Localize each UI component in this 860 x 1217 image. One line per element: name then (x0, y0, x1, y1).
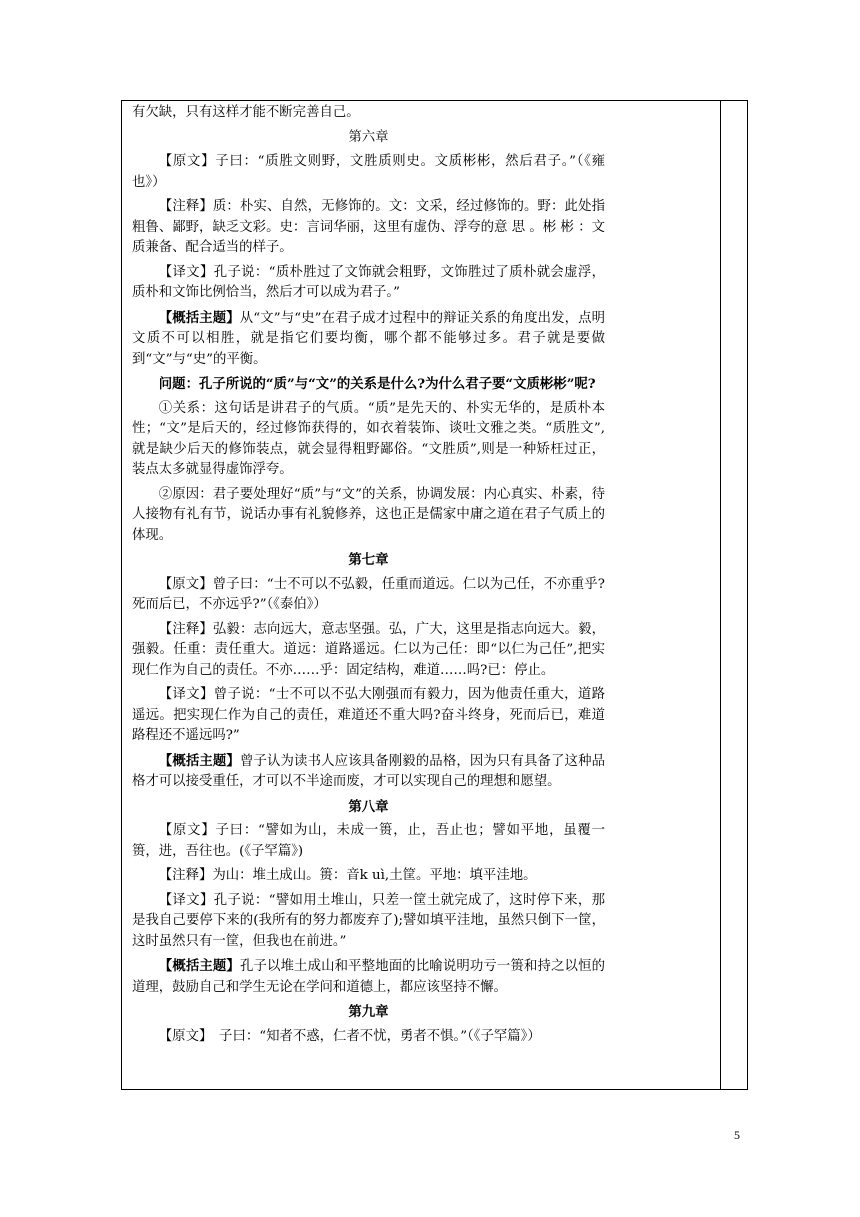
ch8-translation: 【译文】孔子说：“譬如用土堆山，只差一筐土就完成了，这时停下来，那是我自己要停下来的(我所有的努力都废弃了);譬如填平洼地，虽然只倒下一筐，这时虽然只有一筐，但我也在前进。” (132, 892, 605, 949)
ch7-original: 【原文】曾子曰：“士不可以不弘毅，任重而道远。仁以为己任，不亦重乎?死而后已，不亦远乎?”（《泰伯》） (132, 576, 605, 612)
summary-label: 【概括主题】 (158, 958, 240, 974)
ch8-summary (132, 956, 605, 998)
summary-label: 【概括主题】 (158, 752, 240, 769)
ch9-original: 【原文】 子曰：“知者不惑，仁者不忧，勇者不惧。”（《子罕篇》） (158, 1028, 541, 1044)
ch6-answer-2: ②原因：君子要处理好“质”与“文”的关系，协调发展：内心真实、朴素，待人接物有礼有节，说话办事有礼貌修养，这也正是儒家中庸之道在君子气质上的体现。 (132, 486, 605, 543)
summary-text: 孔子以堆土成山和平整地面的比喻说明功亏一篑和持之以恒的道理，鼓励自己和学生无论在学问和道德上，都应该坚持不懈。 (132, 959, 606, 995)
lesson-table (121, 100, 748, 1090)
ch8-notes: 【注释】为山：堆土成山。篑：音k uì,土筐。平地：填平洼地。 (158, 868, 537, 883)
text-column (132, 103, 605, 1051)
ch6-summary (132, 308, 605, 371)
column-divider (720, 100, 721, 1090)
chapter-heading-6: 第六章 (348, 129, 389, 145)
ch6-translation: 【译文】孔子说：“质朴胜过了文饰就会粗野，文饰胜过了质朴就会虚浮，质朴和文饰比例恰当，然后才可以成为君子。” (132, 264, 605, 300)
ch6-original: 【原文】子曰：“质胜文则野，文胜质则史。文质彬彬，然后君子。”（《雍也》） (132, 154, 605, 190)
page-number: 5 (734, 1128, 740, 1142)
summary-text: 曾子认为读书人应该具备刚毅的品格，因为只有具备了这种品格才可以接受重任，才可以不半途而废，才可以实现自己的理想和愿望。 (132, 753, 606, 789)
ch6-question: 问题：孔子所说的“质”与“文”的关系是什么?为什么君子要“文质彬彬”呢? (158, 376, 596, 392)
ch6-answer-1: ①关系：这句话是讲君子的气质。“质”是先天的、朴实无华的，是质朴本性；“文”是后天的，经过修饰获得的，如衣着装饰、谈吐文雅之类。“质胜文”,就是缺少后天的修饰装点，就会显得粗野鄙俗。“文胜质”,则是一种矫枉过正，装点太多就显得虚饰浮夸。 (132, 400, 605, 477)
ch7-summary (132, 751, 605, 793)
summary-text: 从“文”与“史”在君子成才过程中的辩证关系的角度出发，点明文质不可以相胜，就是指它们要均衡，哪个都不能够过多。君子就是要做到“文”与“史”的平衡。 (132, 310, 605, 367)
ch7-translation: 【译文】曾子说：“士不可以不弘大刚强而有毅力，因为他责任重大，道路遥远。把实现仁作为自己的责任，难道还不重大吗?奋斗终身，死而后已，难道路程还不遥远吗?” (132, 687, 605, 743)
paragraph-continued: 有欠缺，只有这样才能不断完善自己。 (132, 105, 360, 120)
summary-label: 【概括主题】 (158, 309, 240, 326)
ch7-notes: 【注释】弘毅：志向远大，意志坚强。弘，广大，这里是指志向远大。毅，强毅。任重：责任重大。道远：道路遥远。仁以为己任：即“以仁为己任”,把实现仁作为自己的责任。不亦……乎：固定结构，难道……吗?已：停止。 (132, 621, 605, 678)
chapter-heading-7: 第七章 (348, 552, 389, 568)
ch6-notes: 【注释】质：朴实、自然，无修饰的。文：文采，经过修饰的。野：此处指粗鲁、鄙野，缺乏文彩。史：言词华丽，这里有虚伪、浮夸的意 思 。彬 彬 ：文质兼备、配合适当的样子。 (132, 199, 605, 255)
chapter-heading-9: 第九章 (348, 1004, 389, 1020)
ch8-original: 【原文】子曰：“譬如为山，未成一篑，止，吾止也；譬如平地，虽覆一篑，进，吾往也。(《子罕篇》) (132, 823, 605, 859)
chapter-heading-8: 第八章 (348, 798, 389, 815)
